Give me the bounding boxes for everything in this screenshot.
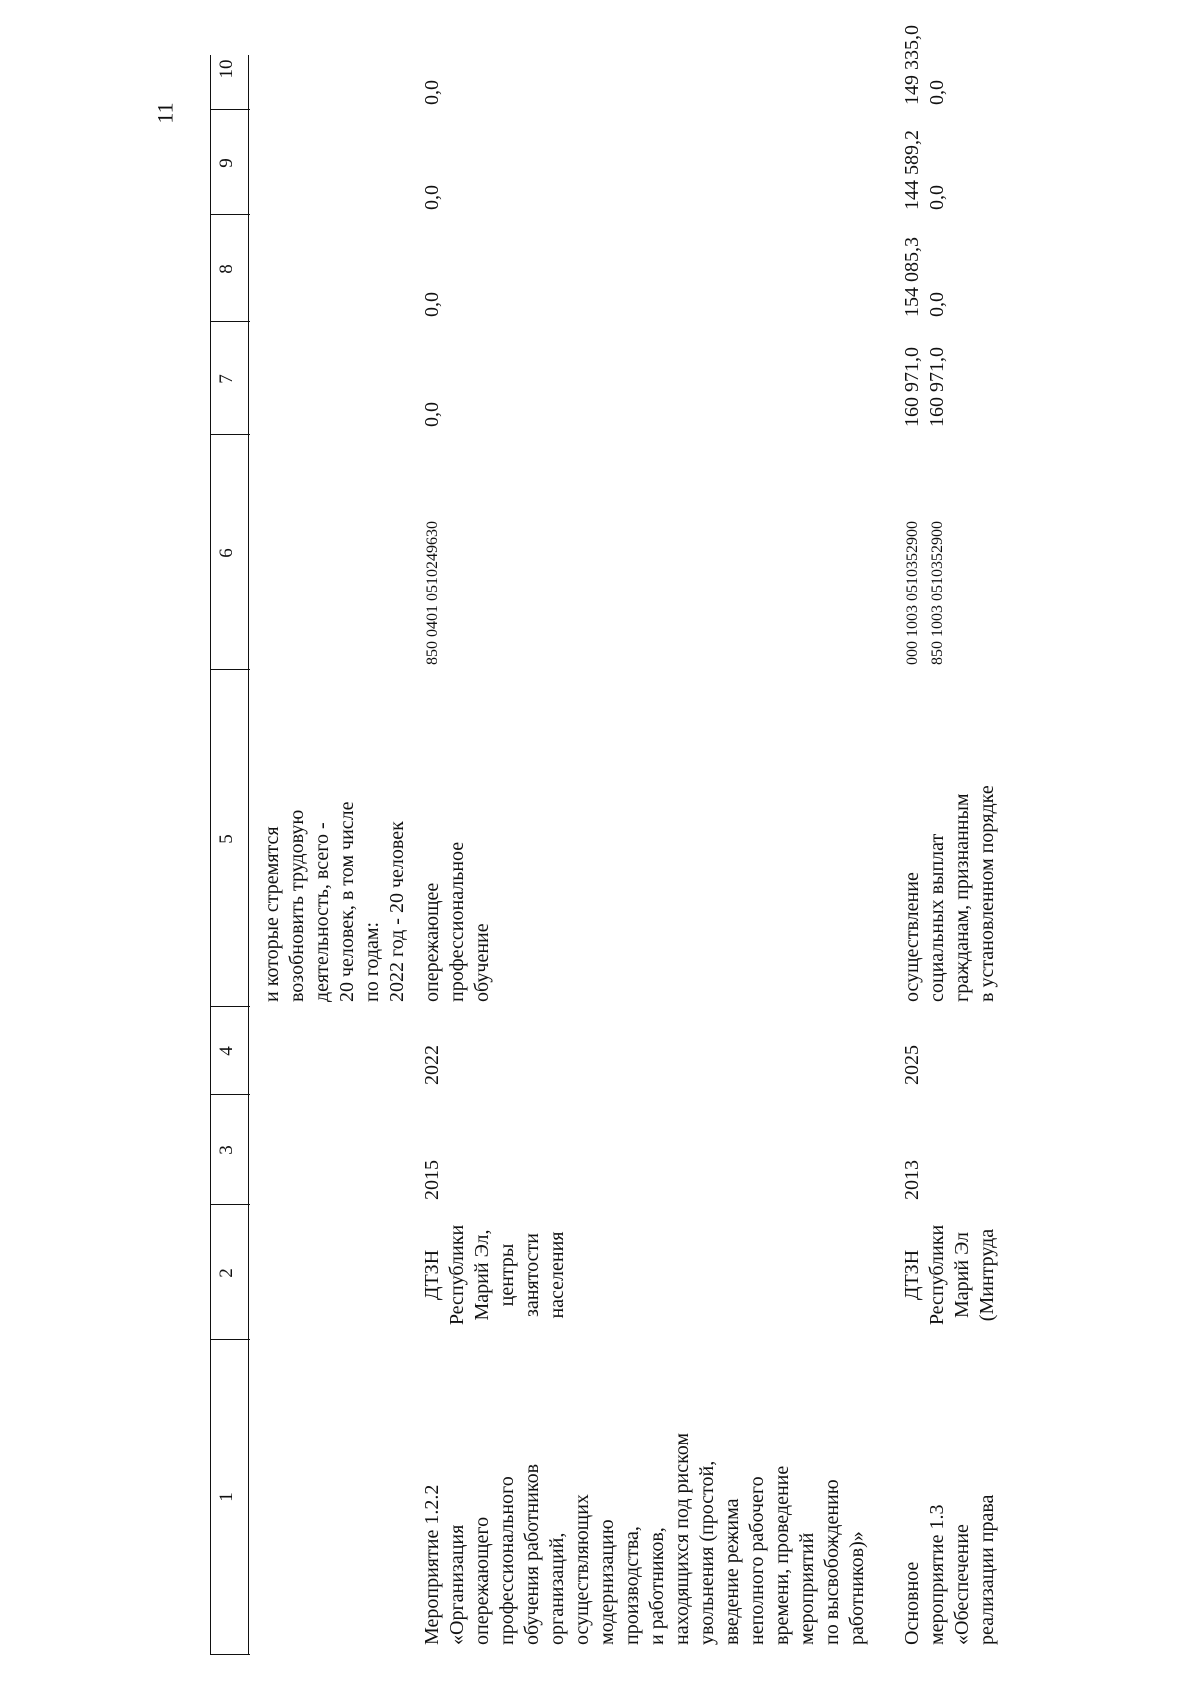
header-col-3: 3	[216, 1145, 237, 1155]
header-col-5: 5	[216, 834, 237, 844]
header-divider	[210, 1204, 250, 1205]
rotated-table-sheet	[210, 25, 1130, 1655]
header-col-2: 2	[216, 1268, 237, 1278]
header-divider	[210, 434, 250, 435]
header-divider	[210, 1339, 250, 1340]
row-2-value-7: 160 971,0 160 971,0	[901, 347, 948, 427]
header-col-7: 7	[216, 374, 237, 384]
row-1-value-10: 0,0	[421, 80, 443, 105]
row-2-measure-name: Основное мероприятие 1.3 «Обеспечение реализации права	[901, 1494, 998, 1645]
row-2-budget-code: 000 1003 0510352900 850 1003 0510352900	[904, 521, 946, 665]
header-col-1: 1	[216, 1492, 237, 1502]
row-2-description: осуществление социальных выплат гражданам, признанным в установленном порядке	[901, 785, 998, 1002]
row-2-end-year: 2025	[901, 1045, 923, 1085]
header-col-10: 10	[216, 59, 237, 79]
row-1-value-7: 0,0	[421, 402, 443, 427]
row-1-executor: ДТЗН Республики Марий Эл, центры занятости населения	[421, 1224, 568, 1326]
row-1-start-year: 2015	[421, 1160, 443, 1200]
header-divider	[210, 214, 250, 215]
row-2-value-9: 144 589,2 0,0	[901, 130, 948, 210]
header-col-4: 4	[216, 1046, 237, 1056]
row-2-start-year: 2013	[901, 1160, 923, 1200]
row-0-description: и которые стремятся возобновить трудовую деятельность, всего - 20 человек, в том числе по годам: 2022 год - 20 человек	[261, 801, 408, 1002]
row-1-description: опережающее профессиональное обучение	[421, 841, 493, 1002]
row-1-end-year: 2022	[421, 1045, 443, 1085]
header-divider	[210, 1654, 250, 1655]
row-1-value-9: 0,0	[421, 185, 443, 210]
row-1-value-8: 0,0	[421, 292, 443, 317]
row-2-value-8: 154 085,3 0,0	[901, 237, 948, 317]
header-divider	[210, 1006, 250, 1007]
row-2-executor: ДТЗН Республики Марий Эл (Минтруда	[901, 1224, 998, 1326]
header-divider	[210, 1094, 250, 1095]
header-col-8: 8	[216, 264, 237, 274]
header-bottom-line	[248, 55, 249, 1655]
row-2-value-10: 149 335,0 0,0	[901, 25, 948, 105]
row-1-measure-name: Мероприятие 1.2.2 «Организация опережающего профессионального обучения работников организаций, осуществляющих модернизацию производства, и работников, находящихся под риском увольнения (простой, введение режима неполного рабочего времени, проведение мероприятий по высвобождению работников)»	[421, 1432, 868, 1645]
header-divider	[210, 109, 250, 110]
header-divider	[210, 321, 250, 322]
header-col-9: 9	[216, 158, 237, 168]
header-top-line	[210, 55, 211, 1655]
header-col-6: 6	[216, 548, 237, 558]
header-divider	[210, 669, 250, 670]
row-1-budget-code: 850 0401 0510249630	[424, 521, 441, 665]
page-number: 11	[152, 102, 178, 124]
